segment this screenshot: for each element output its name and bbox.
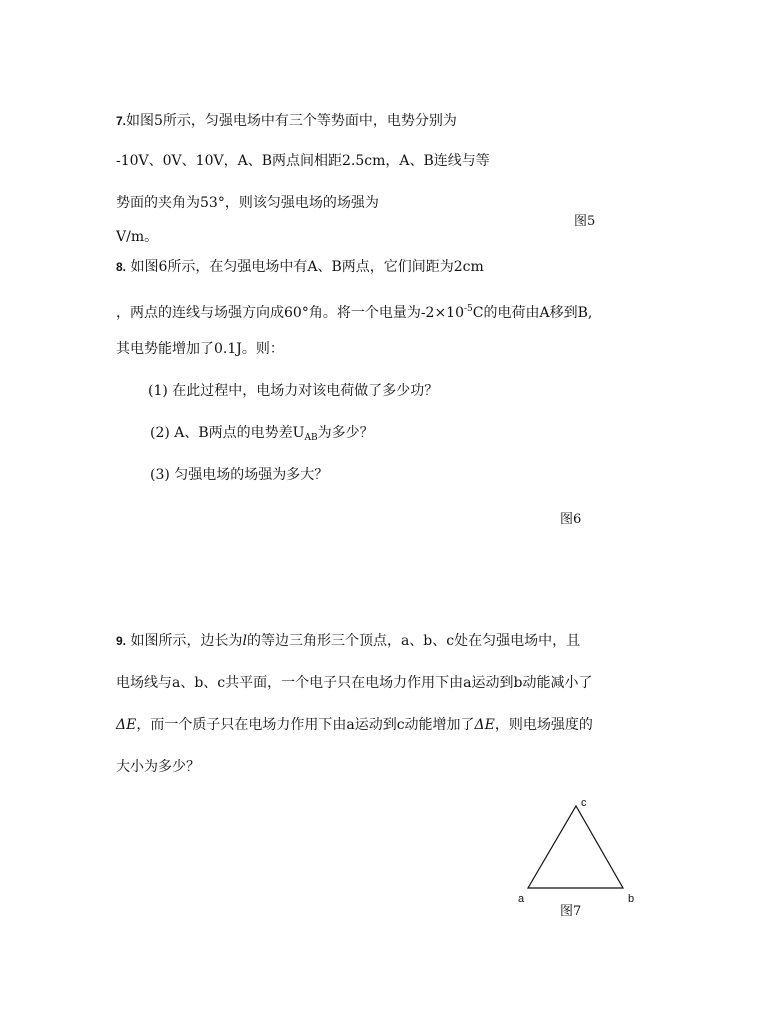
q7-line-4: V/m。: [116, 229, 159, 245]
q9-line-1-b: 的等边三角形三个顶点，a、b、c处在匀强电场中，且: [246, 633, 581, 649]
q8-sub-question-3: (3) 匀强电场的场强为多大？: [150, 467, 329, 483]
q7-line-3: 势面的夹角为53°，则该匀强电场的场强为: [116, 195, 379, 211]
q8-exponent: -5: [464, 304, 473, 314]
q9-line-4: 大小为多少？: [116, 759, 200, 775]
q8-sub-question-1: (1) 在此过程中，电场力对该电荷做了多少功？: [148, 383, 439, 399]
q7-line-2: -10V、0V、10V，A、B两点间相距2.5cm，A、B连线与等: [116, 153, 490, 169]
vertex-a-label: a: [518, 893, 525, 905]
q9-delta-e-1: ΔE: [116, 717, 137, 733]
q8-line-2-prefix: ，两点的连线与场强方向成60°角。将一个电量为-2×10: [116, 305, 464, 321]
q9-line-1-a: 如图所示，边长为: [130, 633, 243, 649]
q8-line-3: 其电势能增加了0.1J。则：: [116, 341, 284, 357]
equilateral-triangle: [528, 806, 623, 888]
q8-figure-label: 图6: [560, 512, 582, 527]
q9-variable-l: l: [242, 633, 247, 649]
q8-sub-2-suffix: 为多少？: [317, 425, 374, 441]
q8-sub-2-subscript: AB: [304, 433, 318, 443]
q8-sub-2-prefix: (2) A、B两点的电势差U: [150, 425, 305, 441]
vertex-b-label: b: [628, 893, 635, 905]
q9-line-2: 电场线与a、b、c共平面，一个电子只在电场力作用下由a运动到b动能减小了: [116, 675, 593, 691]
q7-line-1-text: 如图5所示，匀强电场中有三个等势面中，电势分别为: [126, 113, 457, 129]
q8-line-1-text: 如图6所示，在匀强电场中有A、B两点，它们间距为2cm: [130, 259, 484, 275]
q9-number: 9.: [116, 634, 127, 648]
vertex-c-label: c: [581, 797, 587, 809]
q7-figure-label: 图5: [574, 214, 596, 229]
q9-line-3-end: ，则电场强度的: [494, 717, 593, 733]
q9-line-3-mid: ，而一个质子只在电场力作用下由a运动到c动能增加了: [136, 717, 475, 733]
q8-number: 8.: [116, 260, 127, 274]
q7-number: 7.: [116, 114, 127, 128]
q9-figure-label: 图7: [560, 904, 582, 919]
q8-line-2-suffix: C的电荷由A移到B,: [472, 305, 593, 321]
q9-delta-e-2: ΔE: [474, 717, 495, 733]
